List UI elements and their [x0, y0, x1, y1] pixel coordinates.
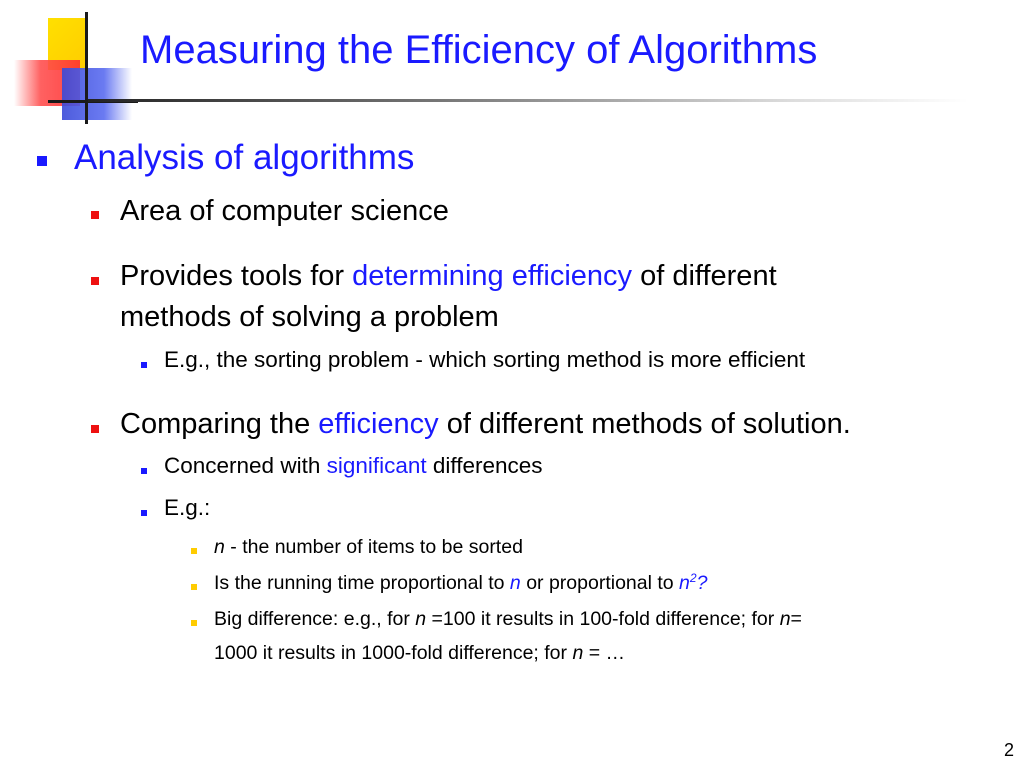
bullet-level3 [141, 362, 147, 368]
bigdiff-line2-text: 1000 it results in 1000-fold difference; for [214, 642, 573, 664]
var-n: n [572, 642, 584, 664]
concerned-highlight: significant [326, 453, 427, 478]
bullet-level4 [191, 620, 197, 626]
bullet-level3 [141, 468, 147, 474]
var-n-squared: n [679, 572, 690, 594]
running-text: Is the running time proportional to [214, 572, 510, 594]
bullet-provides-line2: methods of solving a problem [120, 301, 499, 333]
bullet-provides [120, 260, 777, 293]
bullet-level2 [91, 211, 99, 219]
comparing-highlight: efficiency [318, 408, 439, 440]
bullet-n-definition [214, 536, 523, 559]
comparing-text-end: of different methods of solution. [438, 408, 851, 440]
provides-text-end: of different [632, 260, 777, 292]
page-number: 2 [1003, 740, 1014, 760]
exponent: 2 [689, 570, 697, 585]
bullet-big-difference-line2 [214, 642, 625, 665]
n-definition-text: - the number of items to be sorted [224, 536, 523, 558]
var-n: n [415, 608, 427, 630]
bullet-concerned [164, 453, 543, 479]
bullet-level3 [141, 510, 147, 516]
bullet-level2 [91, 425, 99, 433]
bigdiff-line2-end: = … [583, 642, 626, 664]
var-n: n [779, 608, 791, 630]
bigdiff-text: Big difference: e.g., for [214, 608, 416, 630]
bullet-comparing [120, 408, 851, 441]
concerned-text-end: differences [426, 453, 543, 478]
logo-blue-square [62, 68, 132, 120]
bigdiff-text-end: = [790, 608, 802, 630]
provides-highlight: determining efficiency [352, 260, 633, 292]
bullet-eg-sorting: E.g., the sorting problem - which sorting method is more efficient [164, 347, 806, 372]
bullet-area: Area of computer science [120, 195, 449, 227]
var-n: n [214, 536, 225, 558]
bullet-level4 [191, 548, 197, 554]
comparing-text: Comparing the [120, 408, 319, 440]
bullet-level4 [191, 584, 197, 590]
bullet-level2 [91, 277, 99, 285]
bullet-level1 [37, 156, 47, 166]
concerned-text: Concerned with [164, 453, 327, 478]
bullet-analysis-of-algorithms: Analysis of algorithms [74, 138, 415, 177]
bullet-eg: E.g.: [164, 495, 211, 520]
provides-text: Provides tools for [120, 260, 353, 292]
logo-vertical-line [85, 12, 88, 124]
decorative-logo [0, 0, 140, 130]
running-text-mid: or proportional to [520, 572, 680, 594]
title-underline [88, 99, 968, 102]
question-mark: ? [696, 572, 708, 594]
slide-title: Measuring the Efficiency of Algorithms [140, 28, 818, 72]
bigdiff-text-mid: =100 it results in 100-fold difference; for [426, 608, 780, 630]
bullet-running-time [214, 572, 707, 595]
var-n: n [509, 572, 521, 594]
bullet-big-difference [214, 608, 802, 631]
